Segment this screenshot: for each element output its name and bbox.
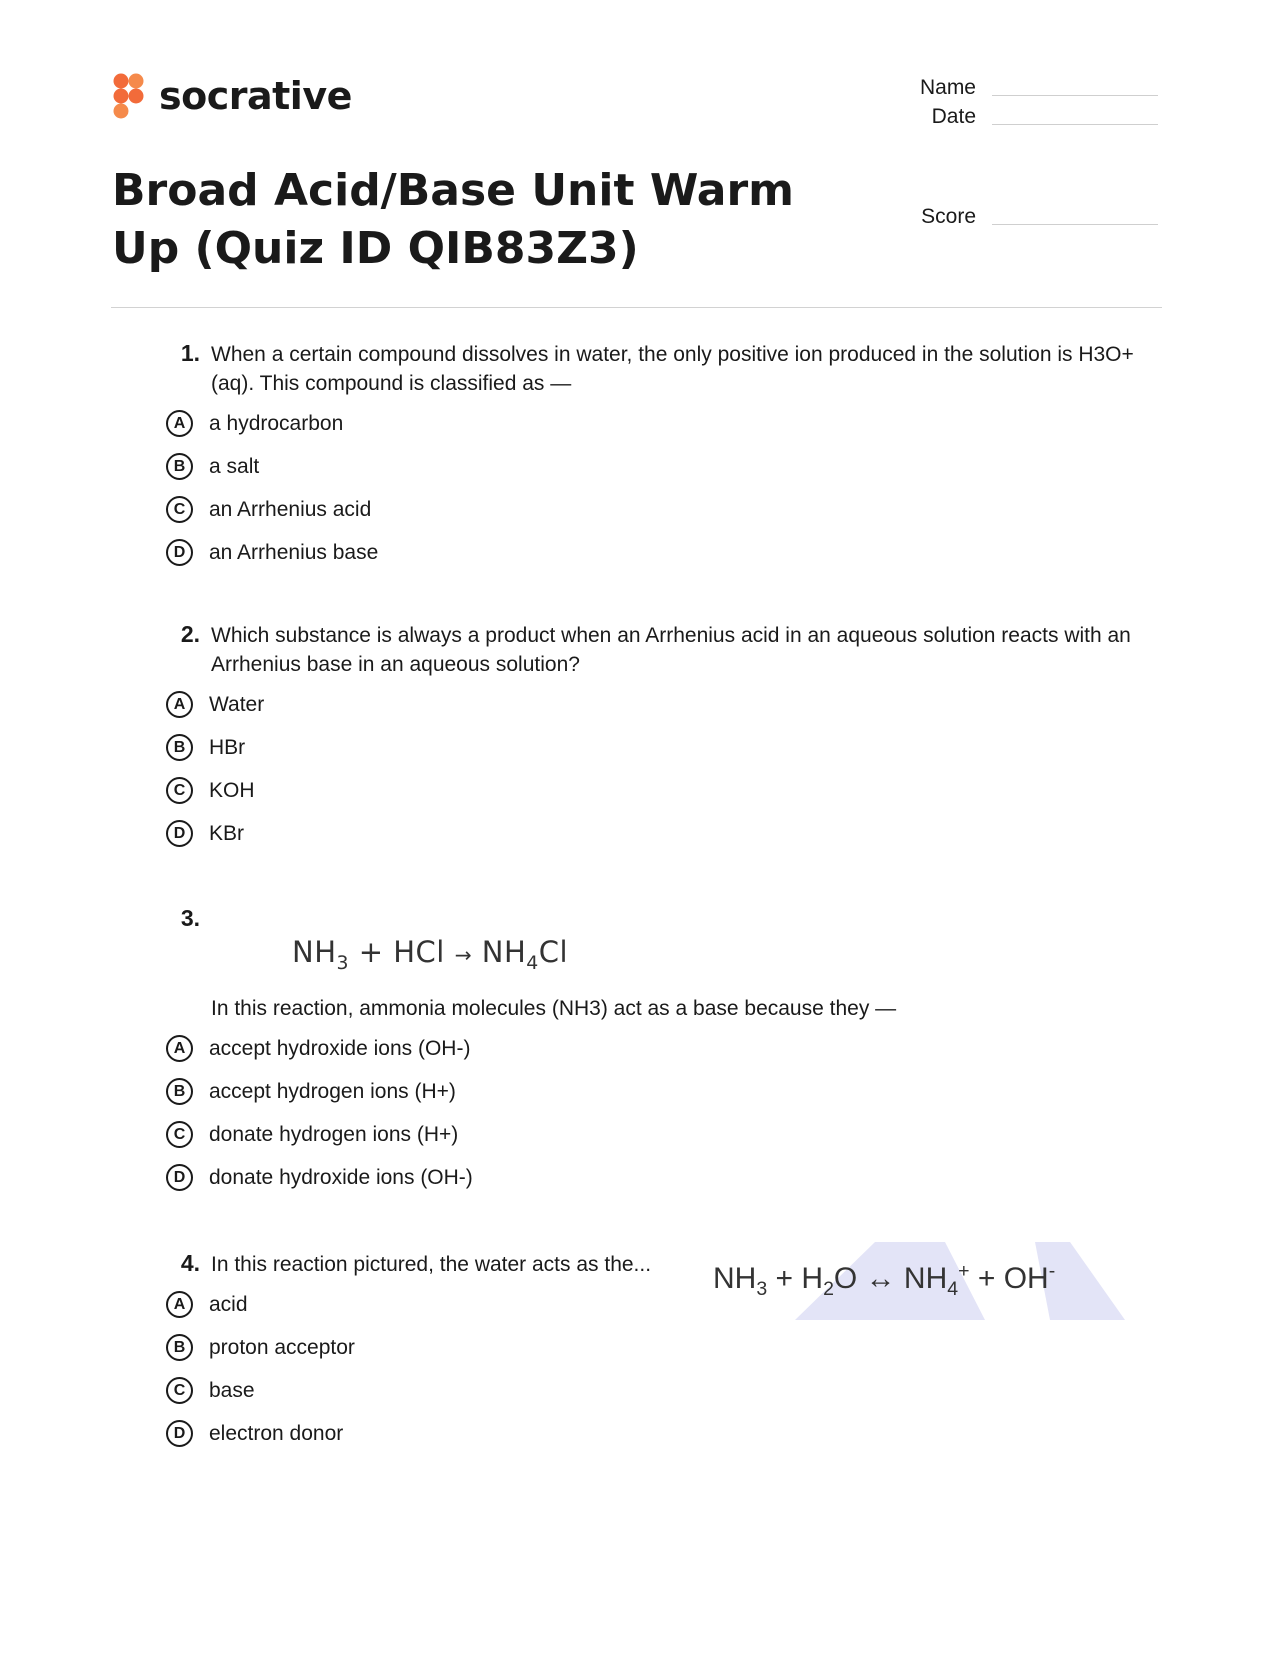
option-list (160, 1027, 1140, 1199)
option-text: proton acceptor (209, 1335, 355, 1359)
socrative-logo (111, 72, 352, 120)
option-bubble[interactable]: B (166, 1078, 193, 1105)
question-text: When a certain compound dissolves in water, the only positive ion produced in the solution is H3O+ (aq). This compound is classified as — (211, 343, 1134, 395)
option-bubble[interactable]: B (166, 453, 193, 480)
option-text: KOH (209, 778, 255, 802)
option-c[interactable] (160, 488, 1140, 531)
equation-subscript: 3 (336, 952, 349, 974)
option-list (160, 683, 1140, 855)
option-text: donate hydrogen ions (H+) (209, 1122, 459, 1146)
option-text: a salt (209, 454, 260, 478)
option-text: an Arrhenius base (209, 540, 379, 564)
option-bubble[interactable]: C (166, 1377, 193, 1404)
option-a[interactable] (160, 1027, 1140, 1070)
equation-subscript: 3 (756, 1278, 768, 1300)
option-text: acid (209, 1292, 248, 1316)
option-d[interactable] (160, 1156, 1140, 1199)
name-label: Name (919, 76, 976, 99)
option-b[interactable] (160, 726, 1140, 769)
option-text: base (209, 1378, 255, 1402)
option-b[interactable] (160, 1070, 1140, 1113)
option-c[interactable] (160, 1369, 1140, 1412)
option-a[interactable] (160, 402, 1140, 445)
date-label: Date (931, 105, 976, 128)
option-list (160, 402, 1140, 574)
option-d[interactable] (160, 531, 1140, 574)
option-text: an Arrhenius acid (209, 497, 372, 521)
option-bubble[interactable]: A (166, 1035, 193, 1062)
option-bubble[interactable]: D (166, 820, 193, 847)
score-label: Score (921, 205, 976, 228)
question-number: 1. (180, 340, 200, 366)
option-bubble[interactable]: C (166, 777, 193, 804)
question-number: 2. (180, 621, 200, 647)
option-text: HBr (209, 735, 246, 759)
equation-part: NH (472, 935, 527, 969)
question-text: In this reaction pictured, the water acts as the... (211, 1253, 652, 1276)
equation-part: + HCl (349, 935, 455, 969)
date-line[interactable] (992, 123, 1158, 125)
date-field[interactable] (886, 105, 1158, 129)
option-text: a hydrocarbon (209, 411, 344, 435)
option-b[interactable] (160, 1326, 1140, 1369)
question-2 (160, 621, 1140, 855)
option-d[interactable] (160, 812, 1140, 855)
option-text: electron donor (209, 1421, 344, 1445)
question-text: Which substance is always a product when an Arrhenius acid in an aqueous solution reacts with an Arrhenius base in an aqueous solution? (211, 624, 1131, 676)
question-3-body (160, 994, 1140, 1199)
option-text: accept hydrogen ions (H+) (209, 1079, 456, 1103)
option-bubble[interactable]: A (166, 1291, 193, 1318)
equation-superscript: - (1048, 1260, 1056, 1282)
equation-superscript: + (958, 1260, 970, 1282)
option-text: accept hydroxide ions (OH-) (209, 1036, 471, 1060)
equation-part: + H (767, 1262, 824, 1295)
reaction-equation (713, 1260, 1055, 1301)
score-line[interactable] (992, 223, 1158, 225)
equation-part: Cl (538, 935, 569, 969)
question-1 (160, 340, 1140, 574)
equation-subscript: 4 (947, 1278, 959, 1300)
question-number: 3. (180, 905, 200, 931)
option-bubble[interactable]: A (166, 691, 193, 718)
brand-name: socrative (159, 74, 352, 118)
option-d[interactable] (160, 1412, 1140, 1455)
option-bubble[interactable]: C (166, 496, 193, 523)
reaction-equation-image-2 (705, 1242, 1125, 1320)
header-divider (111, 307, 1162, 308)
equation-part: + OH (969, 1262, 1049, 1295)
equation-subscript: 4 (526, 952, 539, 974)
option-a[interactable] (160, 683, 1140, 726)
option-bubble[interactable]: B (166, 1334, 193, 1361)
option-text: donate hydroxide ions (OH-) (209, 1165, 473, 1189)
equation-part: O ↔ NH (833, 1262, 948, 1295)
option-bubble[interactable]: D (166, 1420, 193, 1447)
option-c[interactable] (160, 1113, 1140, 1156)
equation-subscript: 2 (823, 1278, 834, 1300)
option-bubble[interactable]: A (166, 410, 193, 437)
equation-part: NH (713, 1262, 757, 1295)
reaction-equation-image (292, 935, 568, 974)
name-line[interactable] (992, 94, 1158, 96)
option-bubble[interactable]: D (166, 539, 193, 566)
score-field[interactable] (886, 205, 1158, 229)
hexagon-logo-icon (111, 72, 147, 120)
question-text: In this reaction, ammonia molecules (NH3) act as a base because they — (211, 997, 897, 1020)
equation-arrow: → (454, 943, 473, 967)
option-bubble[interactable]: C (166, 1121, 193, 1148)
quiz-title: Broad Acid/Base Unit Warm Up (Quiz ID QIB83Z3) (112, 165, 795, 274)
question-number: 4. (180, 1250, 200, 1276)
option-text: Water (209, 692, 265, 716)
option-text: KBr (209, 821, 245, 845)
option-bubble[interactable]: D (166, 1164, 193, 1191)
name-field[interactable] (886, 76, 1158, 100)
equation-part: NH (292, 935, 337, 969)
option-c[interactable] (160, 769, 1140, 812)
option-b[interactable] (160, 445, 1140, 488)
option-bubble[interactable]: B (166, 734, 193, 761)
